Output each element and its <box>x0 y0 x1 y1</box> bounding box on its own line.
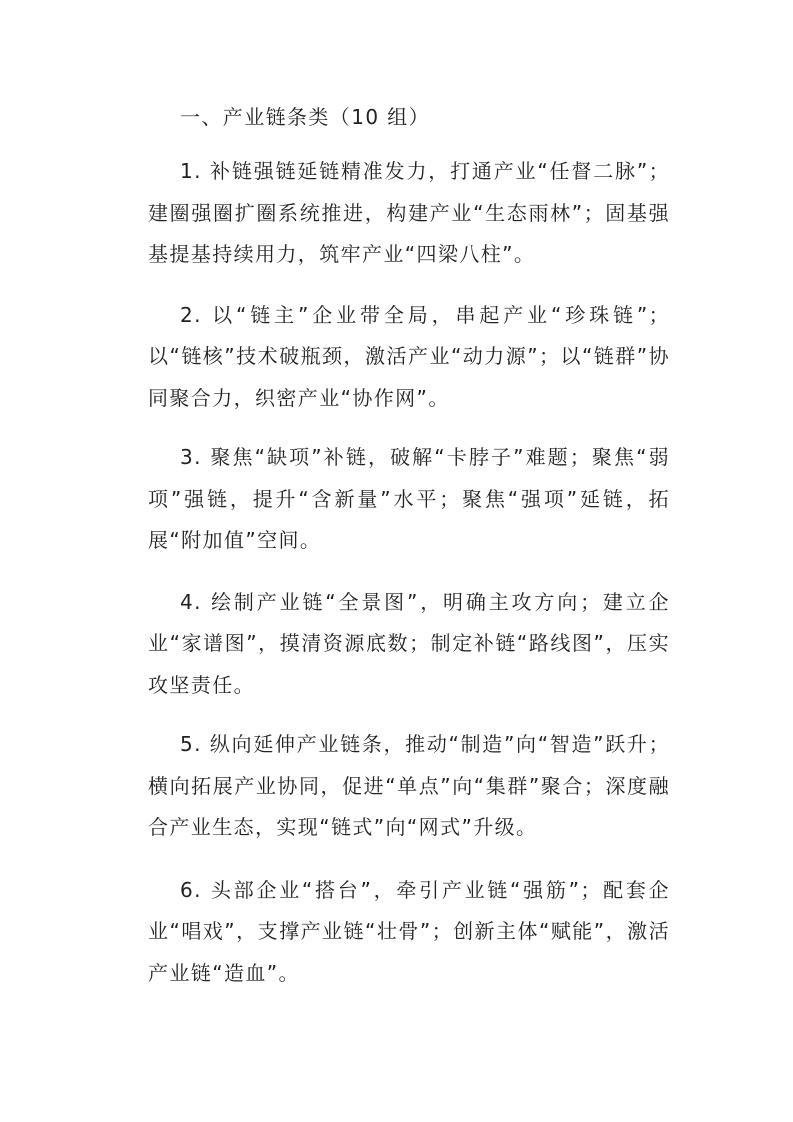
paragraph-item-2: 2. 以“链主”企业带全局，串起产业“珍珠链”；以“链核”技术破瓶颈，激活产业“动力源”；以“链群”协同聚合力，织密产业“协作网”。 <box>148 302 670 410</box>
document-body <box>148 100 670 994</box>
paragraph-item-6: 6. 头部企业“搭台”，牵引产业链“强筋”；配套企业“唱戏”，支撑产业链“壮骨”；创新主体“赋能”，激活产业链“造血”。 <box>148 877 670 985</box>
paragraph-item-4: 4. 绘制产业链“全景图”，明确主攻方向；建立企业“家谱图”，摸清资源底数；制定补链“路线图”，压实攻坚责任。 <box>148 589 670 697</box>
paragraph-item-5: 5. 纵向延伸产业链条，推动“制造”向“智造”跃升；横向拓展产业协同，促进“单点”向“集群”聚合；深度融合产业生态，实现“链式”向“网式”升级。 <box>148 732 670 839</box>
paragraph-item-3: 3. 聚焦“缺项”补链，破解“卡脖子”难题；聚焦“弱项”强链，提升“含新量”水平；聚焦“强项”延链，拓展“附加值”空间。 <box>148 445 670 552</box>
section-heading: 一、产业链条类（10 组） <box>180 105 431 129</box>
paragraph-item-1: 1. 补链强链延链精准发力，打通产业“任督二脉”；建圈强圈扩圈系统推进，构建产业“生态雨林”；固基强基提基持续用力，筑牢产业“四梁八柱”。 <box>148 159 670 266</box>
